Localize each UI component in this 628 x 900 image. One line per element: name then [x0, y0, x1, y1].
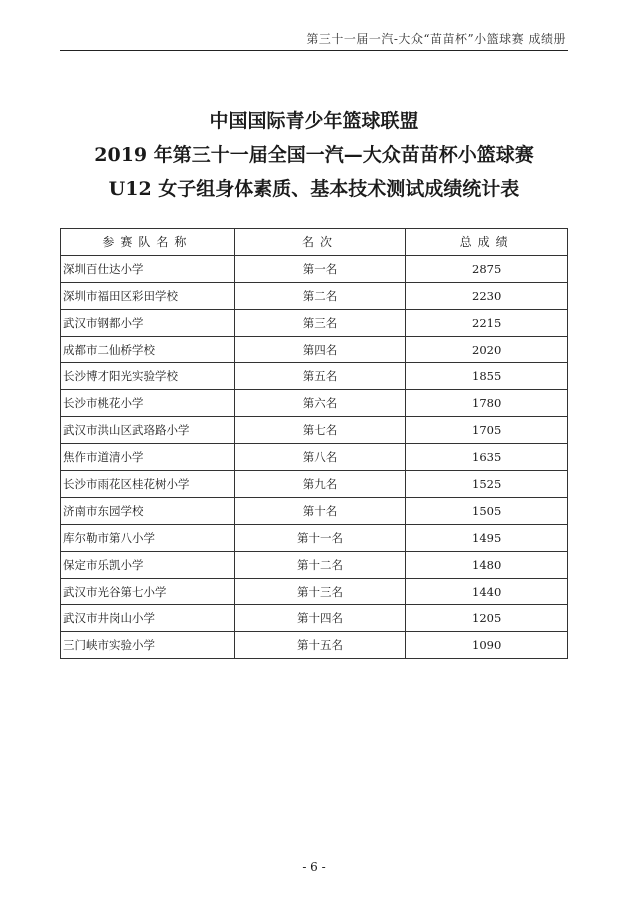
- table-row: [61, 255, 568, 282]
- team-name-cell: 深圳市福田区彩田学校: [61, 282, 235, 309]
- rank-cell: 第一名: [234, 255, 406, 282]
- rank-cell: 第十名: [234, 497, 406, 524]
- rank-cell: 第五名: [234, 363, 406, 390]
- results-table: [60, 228, 568, 659]
- score-cell: 2215: [406, 309, 568, 336]
- running-header: [60, 26, 568, 51]
- table-row: [61, 444, 568, 471]
- rank-cell: 第七名: [234, 417, 406, 444]
- team-name-cell: 焦作市道清小学: [61, 444, 235, 471]
- header-score: 总成绩: [406, 229, 568, 256]
- score-cell: 1525: [406, 471, 568, 498]
- table-row: [61, 524, 568, 551]
- score-cell: 1090: [406, 632, 568, 659]
- team-name-cell: 武汉市钢都小学: [61, 309, 235, 336]
- rank-cell: 第六名: [234, 390, 406, 417]
- team-name-cell: 保定市乐凯小学: [61, 551, 235, 578]
- rank-cell: 第三名: [234, 309, 406, 336]
- page-number: - 6 -: [302, 860, 326, 874]
- rank-cell: 第十四名: [234, 605, 406, 632]
- table-row: [61, 551, 568, 578]
- score-cell: 1780: [406, 390, 568, 417]
- rank-cell: 第八名: [234, 444, 406, 471]
- results-body: [61, 255, 568, 658]
- table-row: [61, 282, 568, 309]
- score-cell: 2230: [406, 282, 568, 309]
- rank-cell: 第九名: [234, 471, 406, 498]
- rank-cell: 第二名: [234, 282, 406, 309]
- team-name-cell: 成都市二仙桥学校: [61, 336, 235, 363]
- rank-cell: 第十一名: [234, 524, 406, 551]
- team-name-cell: 库尔勒市第八小学: [61, 524, 235, 551]
- score-cell: 1855: [406, 363, 568, 390]
- score-cell: 2875: [406, 255, 568, 282]
- team-name-cell: 武汉市光谷第七小学: [61, 578, 235, 605]
- title-line-2: 2019 年第三十一届全国一汽—大众苗苗杯小篮球赛: [94, 144, 534, 166]
- header-rank: 名次: [234, 229, 406, 256]
- rank-cell: 第十五名: [234, 632, 406, 659]
- rank-cell: 第四名: [234, 336, 406, 363]
- team-name-cell: 长沙市桃花小学: [61, 390, 235, 417]
- score-cell: 1440: [406, 578, 568, 605]
- score-cell: 1495: [406, 524, 568, 551]
- title-line-1: 中国国际青少年篮球联盟: [209, 110, 419, 132]
- document-title: [0, 104, 628, 206]
- table-row: [61, 578, 568, 605]
- team-name-cell: 武汉市井岗山小学: [61, 605, 235, 632]
- table-row: [61, 309, 568, 336]
- table-row: [61, 336, 568, 363]
- rank-cell: 第十三名: [234, 578, 406, 605]
- team-name-cell: 长沙市雨花区桂花树小学: [61, 471, 235, 498]
- table-row: [61, 632, 568, 659]
- title-line-3: U12 女子组身体素质、基本技术测试成绩统计表: [108, 178, 520, 200]
- rank-cell: 第十二名: [234, 551, 406, 578]
- table-row: [61, 605, 568, 632]
- score-cell: 1480: [406, 551, 568, 578]
- running-header-text: 第三十一届一汽-大众“苗苗杯”小篮球赛 成绩册: [306, 32, 566, 46]
- header-team: 参赛队名称: [61, 229, 235, 256]
- team-name-cell: 武汉市洪山区武珞路小学: [61, 417, 235, 444]
- table-row: [61, 497, 568, 524]
- score-cell: 1635: [406, 444, 568, 471]
- team-name-cell: 济南市东园学校: [61, 497, 235, 524]
- team-name-cell: 长沙博才阳光实验学校: [61, 363, 235, 390]
- score-cell: 1705: [406, 417, 568, 444]
- table-row: [61, 390, 568, 417]
- score-cell: 2020: [406, 336, 568, 363]
- table-row: [61, 363, 568, 390]
- table-row: [61, 417, 568, 444]
- table-row: [61, 471, 568, 498]
- score-cell: 1505: [406, 497, 568, 524]
- team-name-cell: 深圳百仕达小学: [61, 255, 235, 282]
- team-name-cell: 三门峡市实验小学: [61, 632, 235, 659]
- score-cell: 1205: [406, 605, 568, 632]
- table-header-row: [61, 229, 568, 256]
